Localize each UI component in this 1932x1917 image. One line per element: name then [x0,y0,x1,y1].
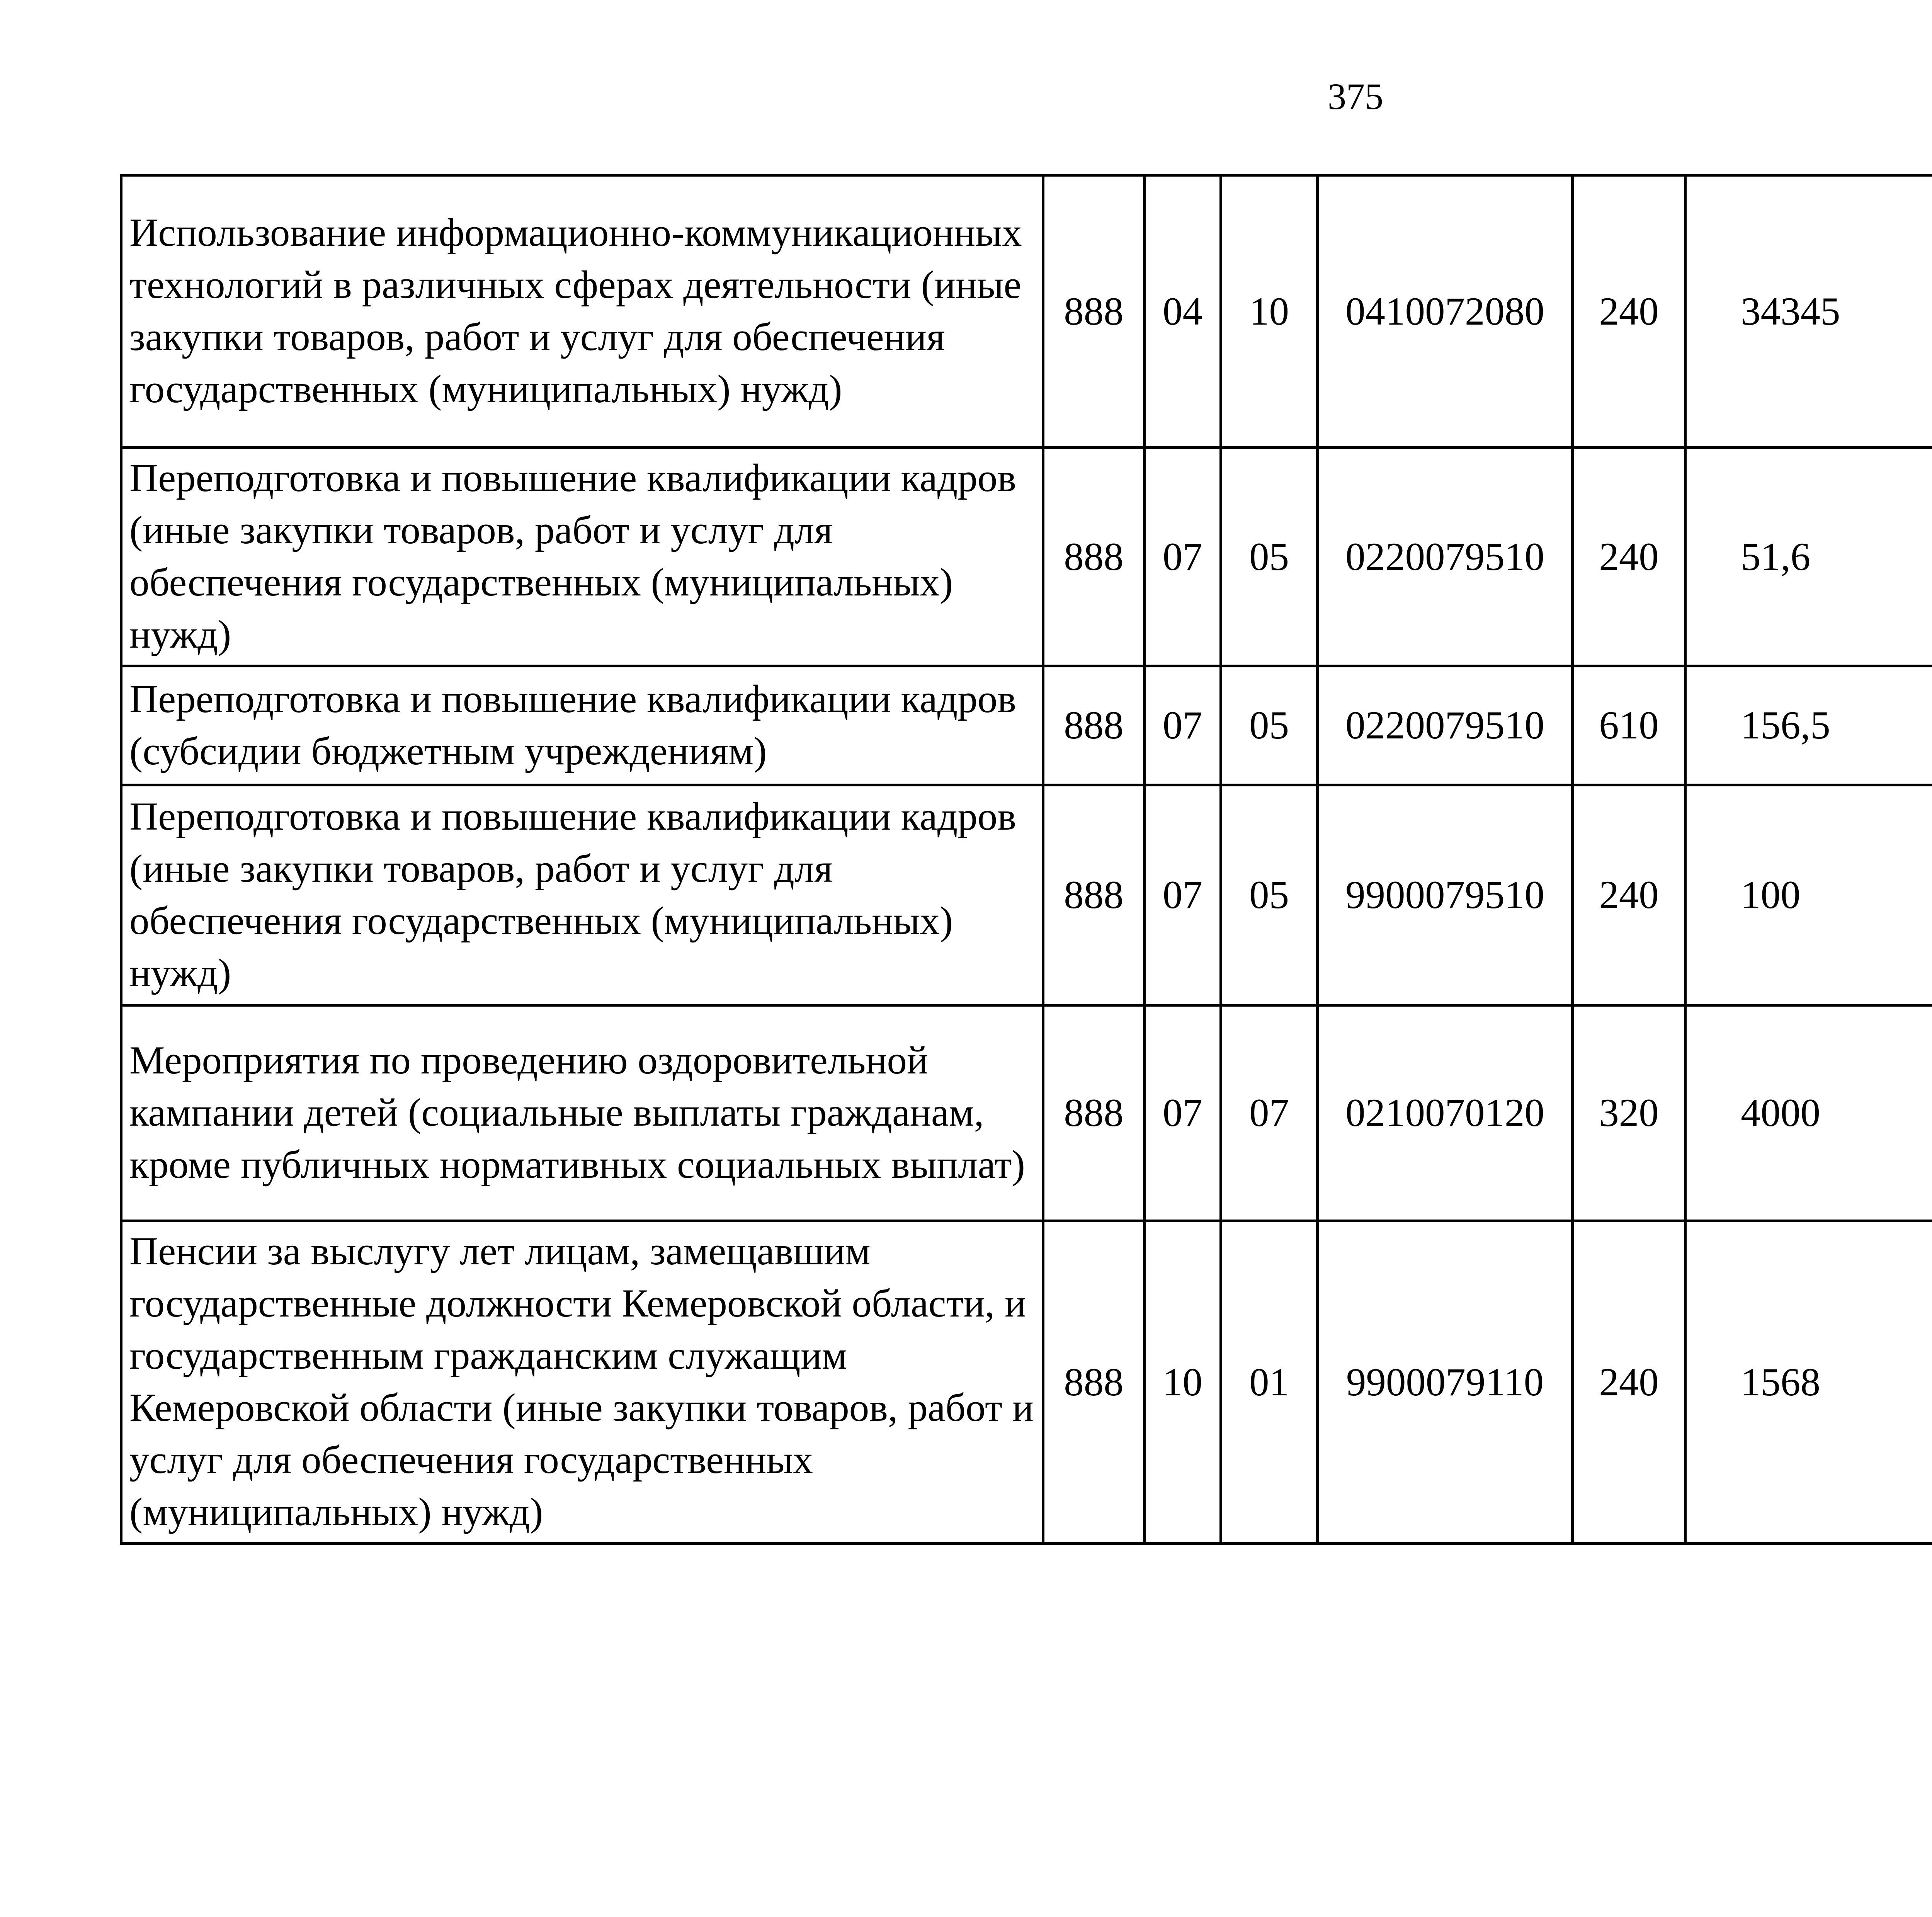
page-number: 375 [1328,76,1383,117]
expense-type-code: 240 [1573,785,1685,1005]
table-row [121,1221,1932,1544]
row-description: Переподготовка и повышение квалификации кадров (иные закупки товаров, работ и услуг для обеспечения государственных (муниципальных) нужд) [121,785,1043,1005]
amount-year-1: 4000 [1685,1005,1932,1221]
section-code: 07 [1145,666,1221,785]
row-description: Переподготовка и повышение квалификации кадров (субсидии бюджетным учреждениям) [121,666,1043,785]
subsection-code: 05 [1221,666,1318,785]
admin-code: 888 [1043,666,1145,785]
amount-year-1: 100 [1685,785,1932,1005]
section-code: 07 [1145,448,1221,666]
admin-code: 888 [1043,1005,1145,1221]
table-row [121,175,1932,448]
amount-year-1: 156,5 [1685,666,1932,785]
expense-type-code: 320 [1573,1005,1685,1221]
target-article-code: 9900079110 [1318,1221,1573,1544]
row-description: Пенсии за выслугу лет лицам, замещавшим государственные должности Кемеровской области, и государственным гражданским служащим Кемеровской области (иные закупки товаров, работ и услуг для обеспечения государственных (муниципальных) нужд) [121,1221,1043,1544]
target-article-code: 0410072080 [1318,175,1573,448]
subsection-code: 07 [1221,1005,1318,1221]
section-code: 07 [1145,1005,1221,1221]
budget-table [120,174,1932,1545]
amount-year-1: 1568 [1685,1221,1932,1544]
subsection-code: 05 [1221,785,1318,1005]
section-code: 07 [1145,785,1221,1005]
amount-year-1: 51,6 [1685,448,1932,666]
expense-type-code: 240 [1573,448,1685,666]
table-row [121,1005,1932,1221]
admin-code: 888 [1043,1221,1145,1544]
admin-code: 888 [1043,175,1145,448]
expense-type-code: 240 [1573,175,1685,448]
subsection-code: 05 [1221,448,1318,666]
subsection-code: 10 [1221,175,1318,448]
expense-type-code: 610 [1573,666,1685,785]
admin-code: 888 [1043,785,1145,1005]
expense-type-code: 240 [1573,1221,1685,1544]
row-description: Переподготовка и повышение квалификации кадров (иные закупки товаров, работ и услуг для обеспечения государственных (муниципальных) нужд) [121,448,1043,666]
subsection-code: 01 [1221,1221,1318,1544]
section-code: 10 [1145,1221,1221,1544]
amount-year-1: 34345 [1685,175,1932,448]
admin-code: 888 [1043,448,1145,666]
target-article-code: 0220079510 [1318,448,1573,666]
row-description: Мероприятия по проведению оздоровительной кампании детей (социальные выплаты гражданам, кроме публичных нормативных социальных выплат) [121,1005,1043,1221]
section-code: 04 [1145,175,1221,448]
target-article-code: 9900079510 [1318,785,1573,1005]
table-row [121,666,1932,785]
row-description: Использование информационно-коммуникационных технологий в различных сферах деятельности (иные закупки товаров, работ и услуг для обеспечения государственных (муниципальных) нужд) [121,175,1043,448]
target-article-code: 0220079510 [1318,666,1573,785]
target-article-code: 0210070120 [1318,1005,1573,1221]
table-row [121,448,1932,666]
table-row [121,785,1932,1005]
